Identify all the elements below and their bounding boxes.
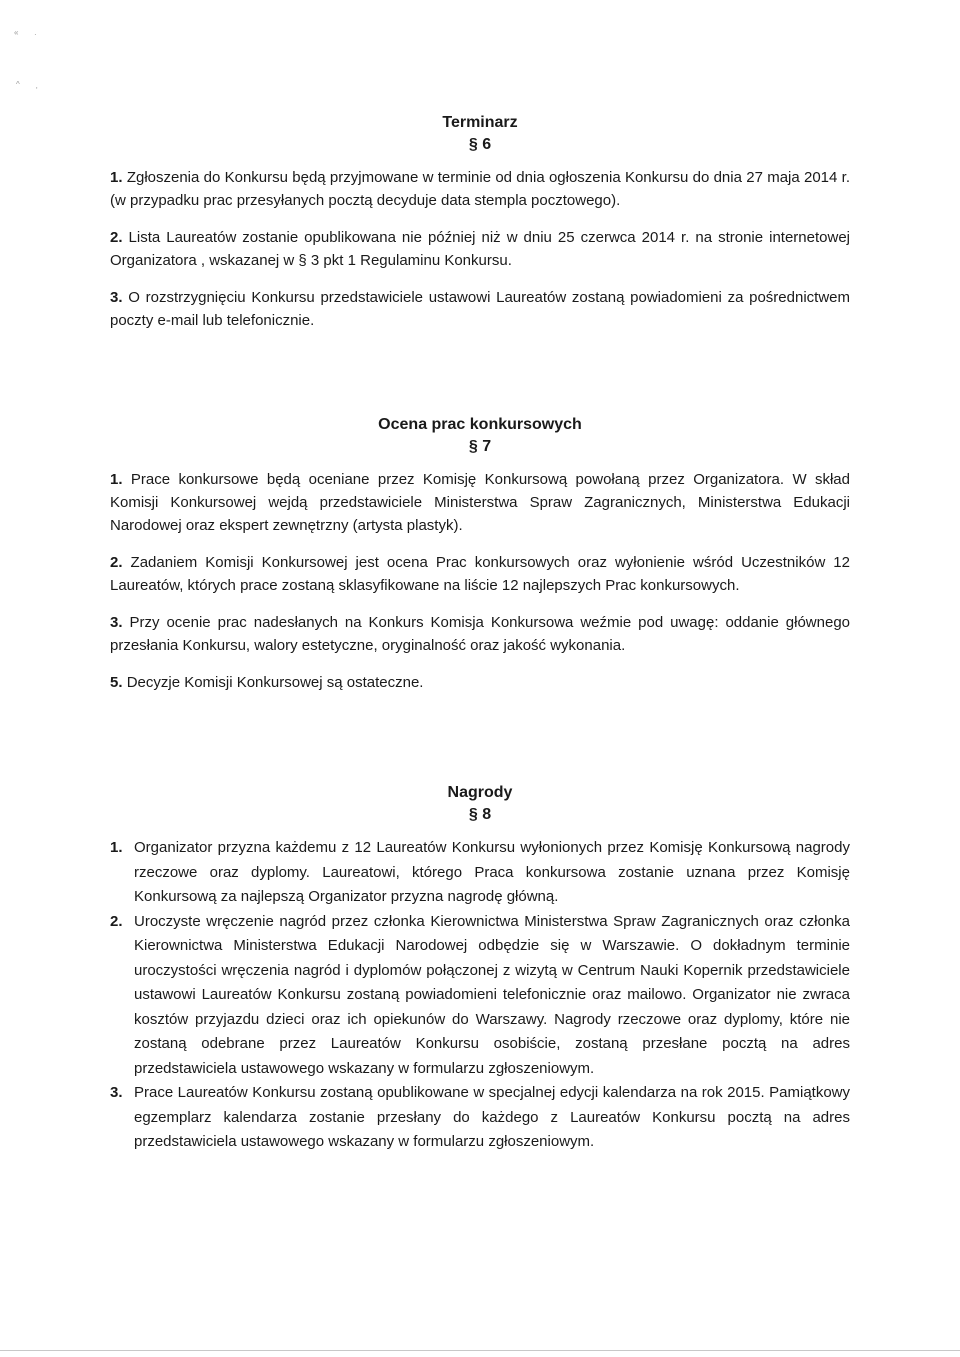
section-terminarz — [110, 112, 850, 346]
paragraph-number: 1. — [110, 839, 123, 856]
paragraph-number: 1. — [110, 471, 123, 488]
paragraph — [110, 226, 850, 272]
paragraph — [110, 671, 850, 694]
section-title: Terminarz — [442, 114, 518, 131]
paragraph-text: Decyzje Komisji Konkursowej są ostateczne. — [126, 674, 424, 691]
section-number: § 8 — [468, 806, 492, 823]
paragraph-text: Przy ocenie prac nadesłanych na Konkurs Komisja Konkursowa weźmie pod uwagę: oddanie głównego przesłania Konkursu, walory estetyczne, oryginalność oraz jakość wykonania. — [110, 614, 851, 654]
list-item — [110, 1081, 850, 1155]
paragraph — [110, 551, 850, 597]
paragraph-text: Prace konkursowe będą oceniane przez Komisję Konkursową powołaną przez Organizatora. W skład Komisji Konkursowej wejdą przedstawiciele Ministerstwa Spraw Zagranicznych, Ministerstwa Edukacji Narodowej oraz ekspert zewnętrzny (artysta plastyk). — [110, 471, 850, 534]
paragraph-number: 3. — [110, 614, 123, 631]
section-number: § 7 — [468, 438, 492, 455]
paragraph-text: Zadaniem Komisji Konkursowej jest ocena Prac konkursowych oraz wyłonienie wśród Uczestników 12 Laureatów, których prace zostaną sklasyfikowane na liście 12 najlepszych Prac konkursowych. — [110, 554, 850, 594]
paragraph — [110, 468, 850, 537]
page-bottom-edge — [0, 1350, 960, 1351]
paragraph-number: 5. — [110, 674, 123, 691]
paragraph — [110, 611, 850, 657]
section-title: Ocena prac konkursowych — [378, 416, 582, 433]
scan-speck: ' — [36, 86, 38, 95]
scan-speck: « — [14, 28, 19, 37]
paragraph — [110, 286, 850, 332]
scan-speck: · — [34, 30, 37, 39]
paragraph-number: 2. — [110, 912, 123, 930]
list-item — [110, 910, 850, 1082]
paragraph-text: Organizator przyzna każdemu z 12 Laureatów Konkursu wyłonionych przez Komisję Konkursową nagrody rzeczowe oraz dyplomy. Laureatowi, którego Praca konkursowa zostanie uznana przez Komisję Konkursową za najlepszą Organizator przyzna nagrodę główną. — [134, 839, 850, 905]
paragraph-number: 1. — [110, 169, 123, 186]
paragraph-text: Zgłoszenia do Konkursu będą przyjmowane w terminie od dnia ogłoszenia Konkursu do dnia 27 maja 2014 r. (w przypadku prac przesyłanych pocztą decyduje data stempla pocztowego). — [110, 169, 850, 209]
paragraph-text: O rozstrzygnięciu Konkursu przedstawiciele ustawowi Laureatów zostaną powiadomieni za pośrednictwem poczty e-mail lub telefonicznie. — [110, 289, 850, 329]
section-number: § 6 — [468, 136, 492, 153]
section-title: Nagrody — [447, 784, 513, 801]
paragraph-number: 2. — [110, 229, 123, 246]
section-nagrody — [110, 782, 850, 1155]
paragraph — [110, 166, 850, 212]
paragraph-number: 2. — [110, 554, 123, 571]
paragraph-text: Lista Laureatów zostanie opublikowana nie później niż w dniu 25 czerwca 2014 r. na stronie internetowej Organizatora , wskazanej w § 3 pkt 1 Regulaminu Konkursu. — [110, 229, 850, 269]
section-ocena — [110, 414, 850, 708]
paragraph-text: Prace Laureatów Konkursu zostaną opublikowane w specjalnej edycji kalendarza na rok 2015. Pamiątkowy egzemplarz kalendarza zostanie przesłany do każdego z Laureatów Konkursu pocztą na adres przedstawiciela ustawowego wskazany w formularzu zgłoszeniowym. — [134, 1084, 850, 1150]
list-item — [110, 836, 850, 910]
scan-specks — [0, 0, 60, 100]
paragraph-number: 3. — [110, 289, 123, 306]
scan-speck: ^ — [16, 80, 20, 89]
paragraph-text: Uroczyste wręczenie nagród przez członka Kierownictwa Ministerstwa Spraw Zagranicznych oraz członka Kierownictwa Ministerstwa Edukacji Narodowej odbędzie się w Warszawie. O dokładnym terminie uroczystości wręczenia nagród i dyplomów połączonej z wizytą w Centrum Nauki Kopernik przedstawiciele ustawowi Laureatów Konkursu zostaną powiadomieni telefonicznie oraz mailowo. Organizator nie zwraca kosztów przyjazdu dzieci oraz ich opiekunów do Warszawy. Nagrody rzeczowe oraz dyplomy, które nie zostaną odebrane przez Laureatów Konkursu osobiście, zostaną przesłane pocztą na adres przedstawiciela ustawowego wskazany w formularzu zgłoszeniowym. — [134, 912, 850, 1077]
paragraph-number: 3. — [110, 1084, 123, 1101]
